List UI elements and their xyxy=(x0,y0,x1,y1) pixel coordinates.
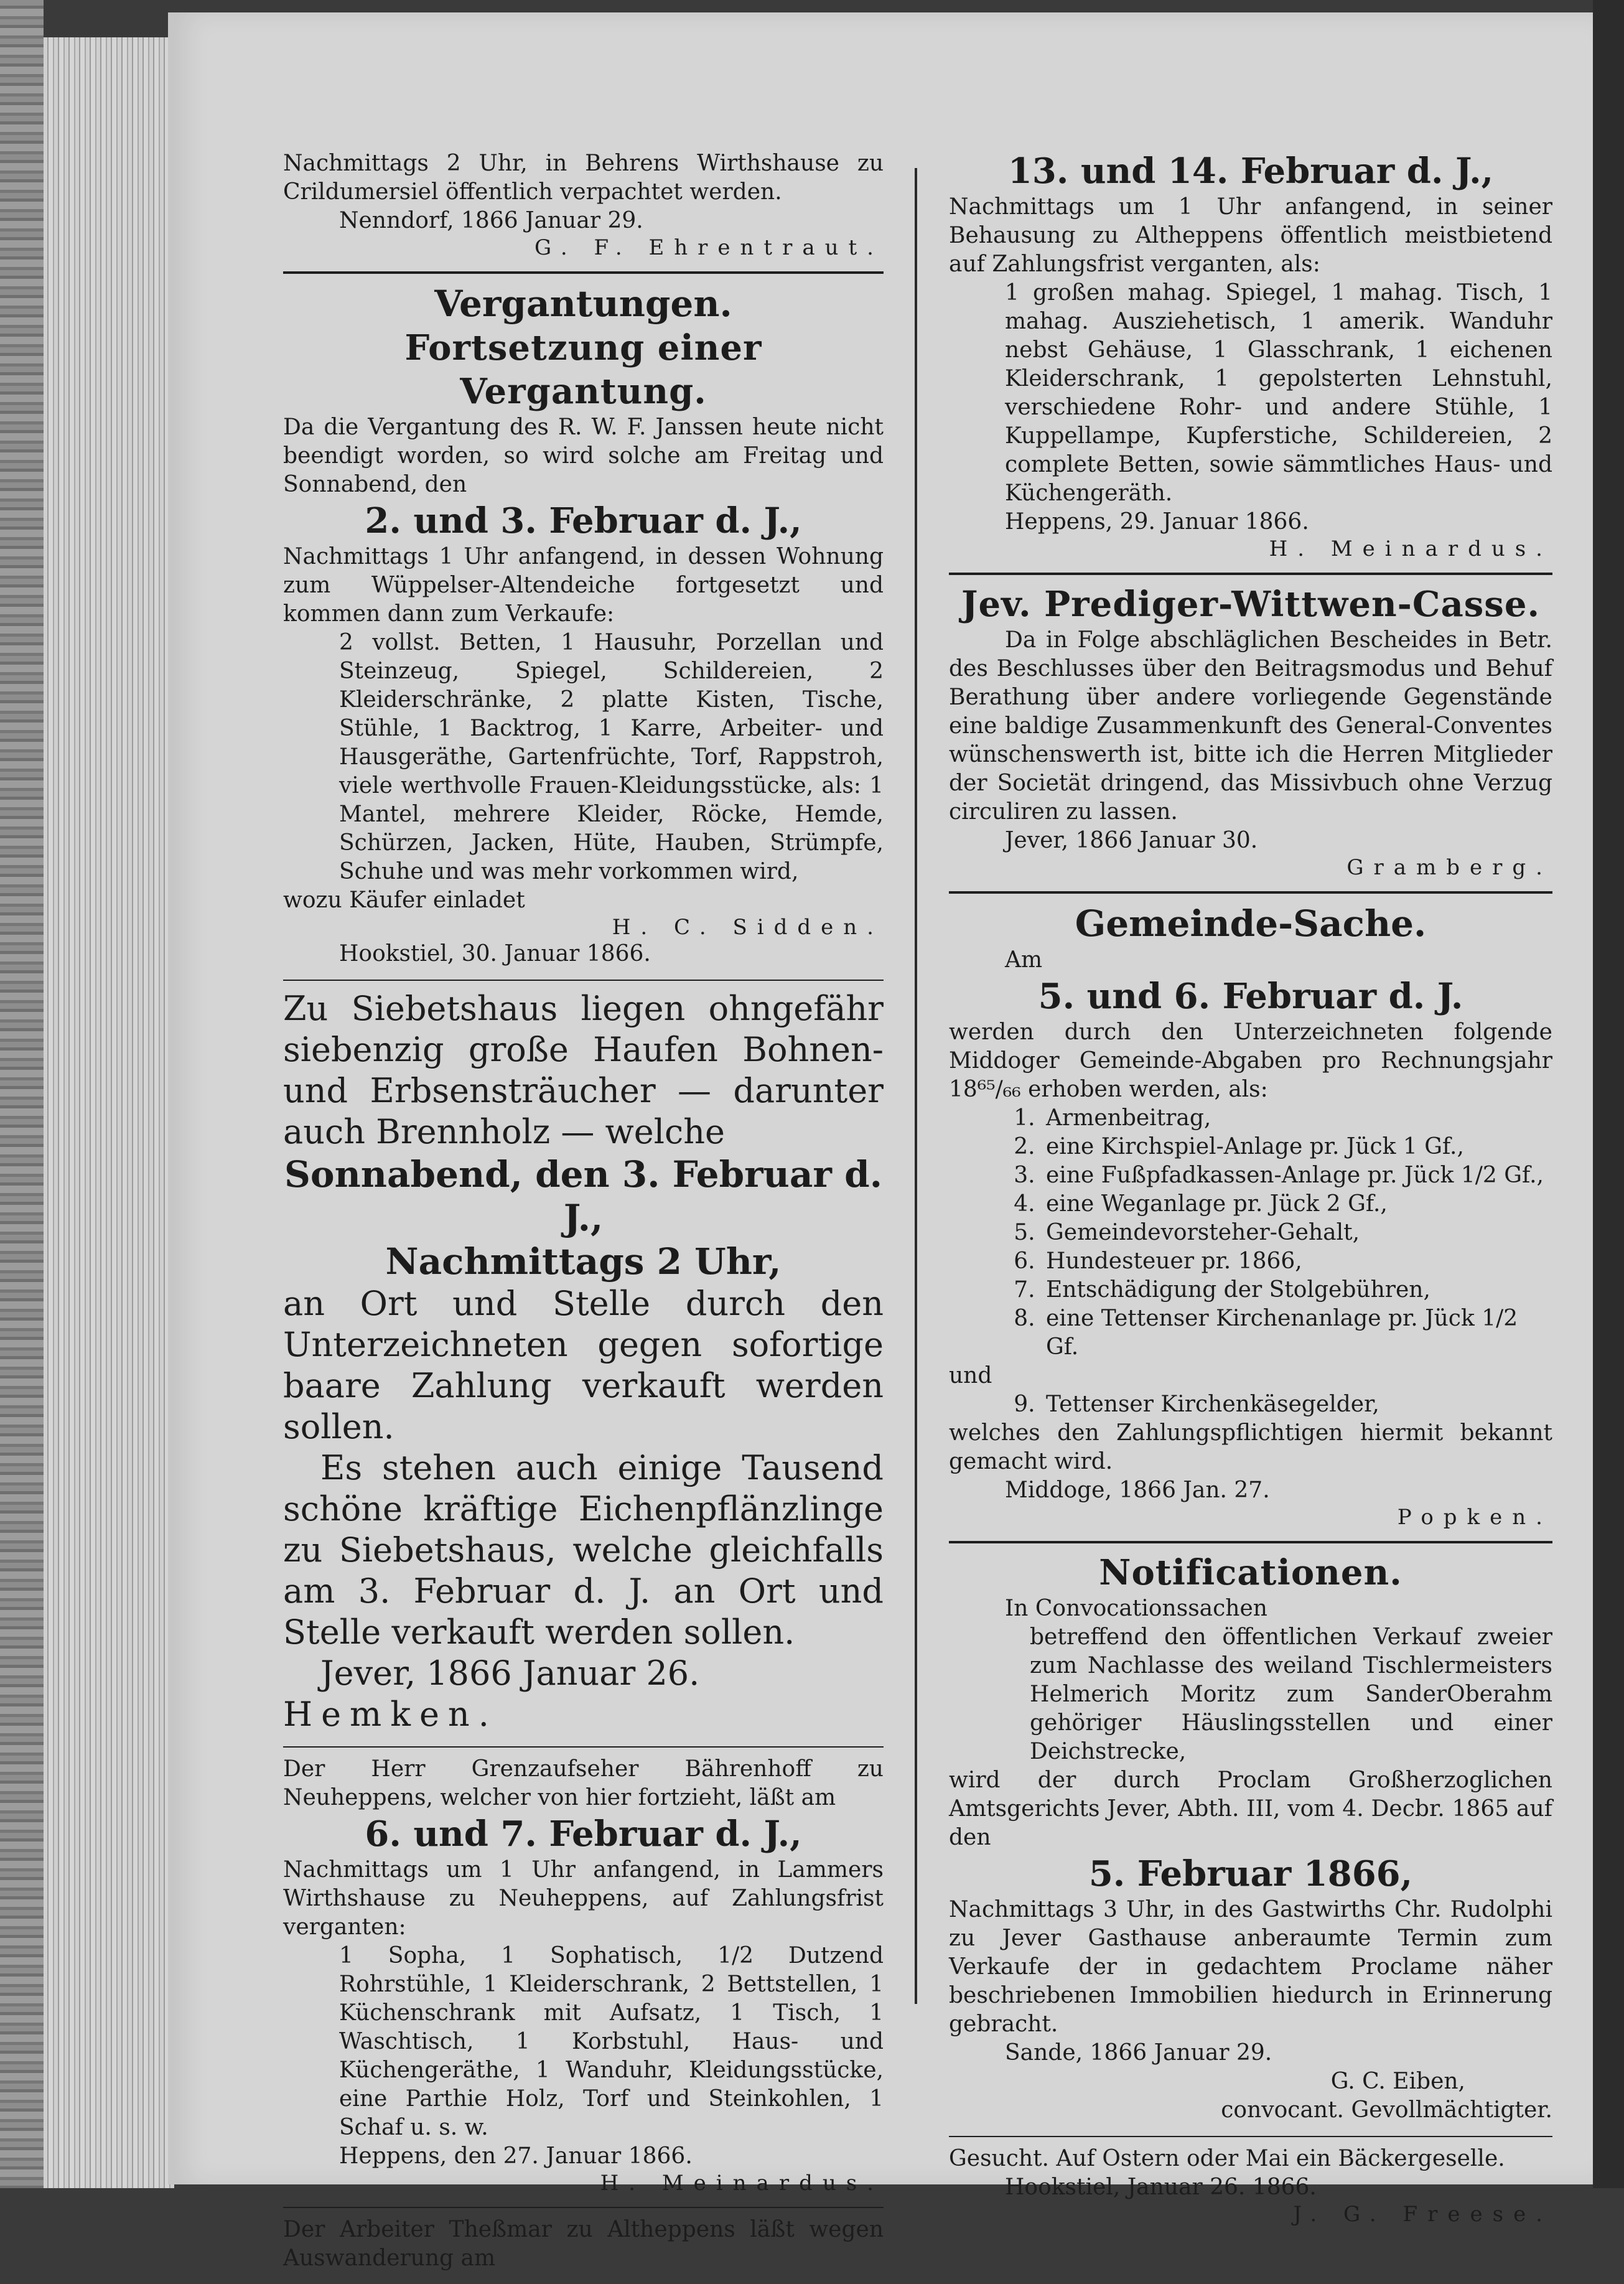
notice-time: Nachmittags 2 Uhr, xyxy=(385,1240,782,1283)
section-subheading: Fortsetzung einer Vergantung. xyxy=(404,327,762,412)
section-heading: Notificationen. xyxy=(1099,1552,1402,1593)
notice-signature: G. F. Ehrentraut. xyxy=(534,235,884,260)
levy-item: 3. eine Fußpfadkassen-Anlage pr. Jück 1/2 Gf., xyxy=(1042,1161,1552,1190)
notice-signature: Popken. xyxy=(1397,1505,1552,1530)
notice-place-date: Hookstiel, 30. Januar 1866. xyxy=(339,941,651,966)
notice-signature: H. C. Sidden. xyxy=(612,915,884,940)
section-heading: Jev. Prediger-Wittwen-Casse. xyxy=(961,584,1540,625)
notice-notificationen xyxy=(949,1551,1552,2125)
notice-thessmar xyxy=(283,2216,884,2273)
notice-date: 5. und 6. Februar d. J. xyxy=(1038,976,1463,1017)
levy-item: 6. Hundesteuer pr. 1866, xyxy=(1042,1247,1552,1276)
notice-signature: J. G. Freese. xyxy=(1293,2202,1552,2227)
notice-text: Nachmittags 3 Uhr, in des Gastwirths Chr. Rudolphi zu Jever Gasthause anberaumte Termin zum Verkaufe der in gedachtem Proclame näher beschriebenen Immobilien hiedurch in Erinnerung gebracht. xyxy=(949,1897,1552,2037)
notice-gemeinde-sache xyxy=(949,901,1552,1530)
notice-text: wird der durch Proclam Großherzoglichen Amtsgerichts Jever, Abth. III, vom 4. Decbr. 1865 auf den xyxy=(949,1767,1552,1850)
notice-text: und xyxy=(949,1363,992,1388)
item-list: 1 Sopha, 1 Sophatisch, 1/2 Dutzend Rohrstühle, 1 Kleiderschrank, 2 Bettstellen, 1 Küchenschrank mit Aufsatz, 1 Tisch, 1 Waschtisch, 1 Korbstuhl, Haus- und Küchengeräthe, 1 Wanduhr, Kleidungsstücke, eine Parthie Holz, Torf und Steinkohlen, 1 Schaf u. s. w. xyxy=(339,1943,884,2140)
notice-place-date: Jever, 1866 Januar 30. xyxy=(1005,828,1258,853)
notice-date: Sonnabend, den 3. Februar d. J., xyxy=(284,1153,882,1239)
notice-text: Nachmittags um 1 Uhr anfangend, in Lammers Wirthshause zu Neuheppens, auf Zahlungsfrist verganten: xyxy=(283,1857,884,1940)
notice-text: Da die Vergantung des R. W. F. Janssen heute nicht beendigt worden, so wird solche am Freitag und Sonnabend, den xyxy=(283,414,884,497)
levy-item: 7. Entschädigung der Stolgebühren, xyxy=(1042,1276,1552,1304)
notice-place-date: Hookstiel, Januar 26. 1866. xyxy=(1005,2174,1317,2200)
notice-place-date: Nenndorf, 1866 Januar 29. xyxy=(339,208,643,233)
notice-text: Nachmittags 2 Uhr, in Behrens Wirthshause zu Crildumersiel öffentlich verpachtet werden. xyxy=(283,151,884,205)
section-rule xyxy=(283,1746,884,1748)
notice-date: 6. und 7. Februar d. J., xyxy=(365,1814,802,1855)
section-rule xyxy=(949,1541,1552,1543)
notice-text: Der Arbeiter Theßmar zu Altheppens läßt wegen Auswanderung am xyxy=(283,2217,884,2271)
column-divider xyxy=(915,168,917,2004)
section-rule xyxy=(949,573,1552,575)
left-column xyxy=(283,149,884,2284)
notice-text: Am xyxy=(1005,947,1043,973)
section-rule xyxy=(949,2136,1552,2137)
notice-text-large: Es stehen auch einige Tausend schöne kräftige Eichenpflänzlinge zu Siebetshaus, welche gleichfalls am 3. Februar d. J. an Ort und Stelle verkauft werden sollen. xyxy=(283,1448,884,1652)
notice-siebetshaus xyxy=(283,988,884,1735)
notice-text: Nachmittags 1 Uhr anfangend, in dessen Wohnung zum Wüppelser-Altendeiche fortgesetzt und kommen dann zum Verkaufe: xyxy=(283,544,884,627)
notice-signature: H. Meinardus. xyxy=(1269,536,1552,561)
notice-vergantung-janssen xyxy=(283,281,884,968)
right-column xyxy=(949,149,1552,2238)
section-rule xyxy=(283,2207,884,2208)
notice-signature: Hemken. xyxy=(283,1695,498,1734)
notice-place-date: Middoge, 1866 Jan. 27. xyxy=(1005,1477,1270,1503)
notice-text: Nachmittags um 1 Uhr anfangend, in seiner Behausung zu Altheppens öffentlich meistbietend auf Zahlungsfrist verganten, als: xyxy=(949,194,1552,277)
levy-item: 2. eine Kirchspiel-Anlage pr. Jück 1 Gf., xyxy=(1042,1133,1552,1161)
section-rule xyxy=(283,980,884,981)
section-heading: Gemeinde-Sache. xyxy=(1075,902,1427,945)
notice-ehrentraut xyxy=(283,149,884,260)
notice-prediger-wittwen-casse xyxy=(949,583,1552,880)
notice-date: 13. und 14. Februar d. J., xyxy=(1007,151,1494,192)
levy-item: 8. eine Tettenser Kirchenanlage pr. Jück 1/2 Gf. xyxy=(1042,1304,1552,1362)
notice-date: 2. und 3. Februar d. J., xyxy=(365,500,802,541)
notice-signature: G. C. Eiben, xyxy=(1330,2069,1465,2094)
notice-text: welches den Zahlungspflichtigen hiermit bekannt gemacht wird. xyxy=(949,1420,1552,1474)
notice-place-date: Heppens, den 27. Januar 1866. xyxy=(339,2143,693,2169)
notice-place-date: Sande, 1866 Januar 29. xyxy=(1005,2040,1272,2066)
section-rule xyxy=(949,891,1552,894)
notice-place-date: Heppens, 29. Januar 1866. xyxy=(1005,509,1309,535)
notice-text: Gesucht. Auf Ostern oder Mai ein Bäckergeselle. xyxy=(949,2146,1505,2171)
notice-place-date: Jever, 1866 Januar 26. xyxy=(320,1654,700,1693)
notice-altheppens xyxy=(949,149,1552,561)
levy-list-continued xyxy=(949,1390,1552,1419)
item-list: 1 großen mahag. Spiegel, 1 mahag. Tisch, 1 mahag. Ausziehetisch, 1 amerik. Wanduhr nebst Gehäuse, 1 Glasschrank, 1 eichenen Kleiderschrank, 1 gepolsterten Lehnstuhl, verschiedene Rohr- und andere Stühle, 1 Kuppellampe, Kupferstiche, Schildereien, 2 complete Betten, sowie sämmtliches Haus- und Küchengeräth. xyxy=(1005,280,1552,506)
notice-text: Der Herr Grenzaufseher Bährenhoff zu Neuheppens, welcher von hier fortzieht, läßt am xyxy=(283,1756,884,1810)
notice-baehrenhoff xyxy=(283,1755,884,2196)
levy-item: 9. Tettenser Kirchenkäsegelder, xyxy=(1042,1390,1552,1419)
scanner-binding-strip xyxy=(0,0,44,2188)
item-list: 2 vollst. Betten, 1 Hausuhr, Porzellan und Steinzeug, Spiegel, Schildereien, 2 Kleiderschränke, 2 platte Kisten, Tische, Stühle, 1 Backtrog, 1 Karre, Arbeiter- und Hausgeräthe, Gartenfrüchte, Torf, Rappstroh, viele werthvolle Frauen-Kleidungsstücke, als: 1 Mantel, mehrere Kleider, Röcke, Hemde, Schürzen, Jacken, Hüte, Hauben, Strümpfe, Schuhe und was mehr vorkommen wird, xyxy=(339,630,884,884)
page-stack-edges xyxy=(44,37,174,2188)
notice-text: In Convocationssachen xyxy=(1005,1596,1267,1621)
section-heading: Vergantungen. xyxy=(434,283,732,325)
notice-text: betreffend den öffentlichen Verkauf zweier zum Nachlasse des weiland Tischlermeisters Helmerich Moritz zum SanderOberahm gehöriger Häuslingsstellen und einer Deichstrecke, xyxy=(1030,1624,1552,1764)
notice-text: Da in Folge abschläglichen Bescheides in Betr. des Beschlusses über den Beitragsmodus und Behuf Berathung über andere vorliegende Gegenstände eine baldige Zusammenkunft des General-Conventes wünschenswerth ist, bitte ich die Herren Mitglieder der Societät dringend, das Missivbuch ohne Verzug circuliren zu lassen. xyxy=(949,627,1552,825)
notice-signature: Gramberg. xyxy=(1346,855,1552,880)
levy-item: 4. eine Weganlage pr. Jück 2 Gf., xyxy=(1042,1190,1552,1219)
levy-item: 1. Armenbeitrag, xyxy=(1042,1104,1552,1133)
notice-text-large: Zu Siebetshaus liegen ohngefähr siebenzig große Haufen Bohnen- und Erbsensträucher — darunter auch Brennholz — welche xyxy=(283,989,884,1151)
scan-margin xyxy=(1593,0,1624,2188)
levy-list xyxy=(949,1104,1552,1362)
section-rule xyxy=(283,271,884,274)
notice-text: wozu Käufer einladet xyxy=(283,887,525,913)
notice-signature: H. Meinardus. xyxy=(600,2171,884,2196)
notice-text: werden durch den Unterzeichneten folgende Middoger Gemeinde-Abgaben pro Rechnungsjahr 18⁶⁵/₆₆ erhoben werden, als: xyxy=(949,1019,1552,1102)
notice-text-large: an Ort und Stelle durch den Unterzeichneten gegen sofortige baare Zahlung verkauft werden sollen. xyxy=(283,1284,884,1446)
notice-gesucht xyxy=(949,2145,1552,2227)
notice-date: 5. Februar 1866, xyxy=(1088,1853,1413,1894)
levy-item: 5. Gemeindevorsteher-Gehalt, xyxy=(1042,1219,1552,1247)
notice-signature-title: convocant. Gevollmächtigter. xyxy=(1221,2097,1552,2123)
